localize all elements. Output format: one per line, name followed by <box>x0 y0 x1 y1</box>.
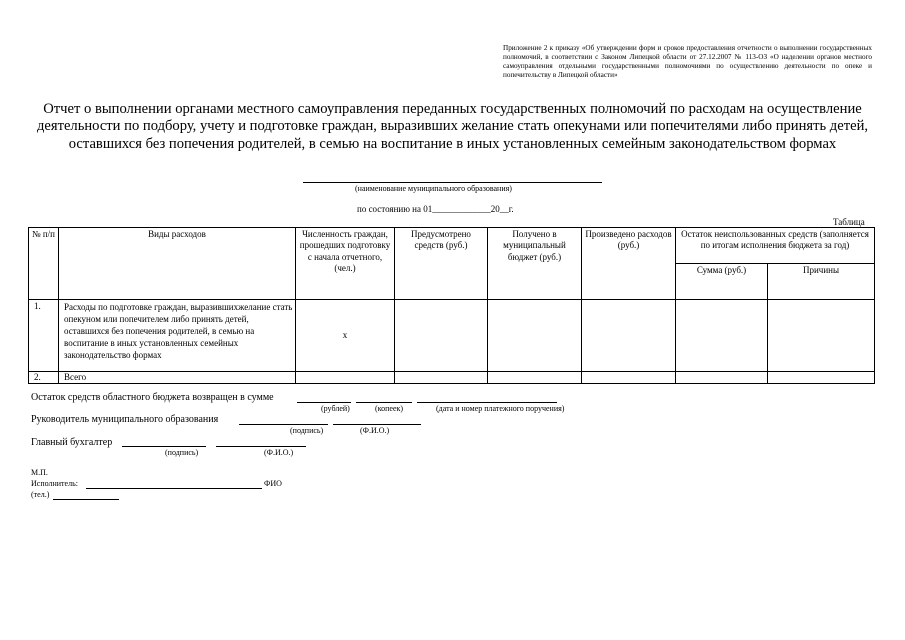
accountant-label: Главный бухгалтер <box>31 437 113 448</box>
refund-rubles-line <box>297 402 351 403</box>
head-name-caption: (Ф.И.О.) <box>360 426 390 435</box>
header-received: Получено в муниципальный бюджет (руб.) <box>488 228 582 300</box>
header-reasons: Причины <box>768 264 875 300</box>
row-planned <box>395 300 488 372</box>
row-spent <box>582 300 676 372</box>
head-name-line <box>333 424 421 425</box>
header-kind: Виды расходов <box>59 228 296 300</box>
row-kind: Всего <box>59 372 296 384</box>
refund-rubles-caption: (рублей) <box>321 404 350 413</box>
row-reasons <box>768 300 875 372</box>
head-signature-line <box>239 424 328 425</box>
report-table <box>28 227 875 384</box>
executor-line <box>86 488 262 489</box>
row-sum <box>676 300 768 372</box>
row-sum <box>676 372 768 384</box>
refund-payment-line <box>417 402 557 403</box>
refund-payment-caption: (дата и номер платежного поручения) <box>436 404 565 413</box>
row-received <box>488 372 582 384</box>
report-title: Отчет о выполнении органами местного самоуправления переданных государственных полномочий по расходам на осуществление деятельности по подбору, учету и подготовке граждан, выразивших желание стать опекунами или попечителями либо принять детей, оставшихся без попечения родителей, в семью на воспитание в иных установленных семейным законодательством формах <box>36 101 869 152</box>
refund-label: Остаток средств областного бюджета возвращен в сумме <box>31 392 274 403</box>
row-spent <box>582 372 676 384</box>
appendix-note: Приложение 2 к приказу «Об утверждении форм и сроков предоставления отчетности о выполнении государственных полномочий, в соответствии с Законом Липецкой области от 27.12.2007 № 113-ОЗ «О наделении органов местного самоуправления отдельными государственными полномочиями по осуществлению деятельности по опеке и попечительству в Липецкой области» <box>503 44 872 79</box>
municipality-line <box>303 182 602 183</box>
executor-suffix: ФИО <box>264 479 282 488</box>
row-count: х <box>296 300 395 372</box>
table-caption: Таблица <box>833 217 865 227</box>
stamp-label: М.П. <box>31 468 48 477</box>
accountant-signature-caption: (подпись) <box>165 448 199 457</box>
table-row <box>29 300 875 372</box>
row-received <box>488 300 582 372</box>
table-row <box>29 372 875 384</box>
phone-label: (тел.) <box>31 490 50 499</box>
header-num: № п/п <box>29 228 59 300</box>
accountant-name-line <box>216 446 306 447</box>
accountant-signature-line <box>122 446 206 447</box>
row-kind: Расходы по подготовке граждан, выразившихжелание стать опекуном или попечителем либо принять детей, оставшихся без попечения родителей, в семью на воспитание в иных установленных семейных законодательство формах <box>59 300 296 372</box>
refund-kopecks-line <box>356 402 412 403</box>
header-count: Численность граждан, прошедших подготовку с начала отчетного, (чел.) <box>296 228 395 300</box>
municipality-caption: (наименование муниципального образования) <box>355 184 512 193</box>
row-count <box>296 372 395 384</box>
row-num: 1. <box>29 300 59 372</box>
accountant-name-caption: (Ф.И.О.) <box>264 448 294 457</box>
head-signature-caption: (подпись) <box>290 426 324 435</box>
header-sum: Сумма (руб.) <box>676 264 768 300</box>
header-remainder: Остаток неиспользованных средств (заполняется по итогам исполнения бюджета за год) <box>676 228 875 264</box>
refund-kopecks-caption: (копеек) <box>375 404 404 413</box>
head-label: Руководитель муниципального образования <box>31 414 219 425</box>
as-of-date: по состоянию на 01_____________20__г. <box>357 204 514 214</box>
header-planned: Предусмотрено средств (руб.) <box>395 228 488 300</box>
row-planned <box>395 372 488 384</box>
row-reasons <box>768 372 875 384</box>
executor-label: Исполнитель: <box>31 479 78 488</box>
phone-line <box>53 499 119 500</box>
row-num: 2. <box>29 372 59 384</box>
header-spent: Произведено расходов (руб.) <box>582 228 676 300</box>
